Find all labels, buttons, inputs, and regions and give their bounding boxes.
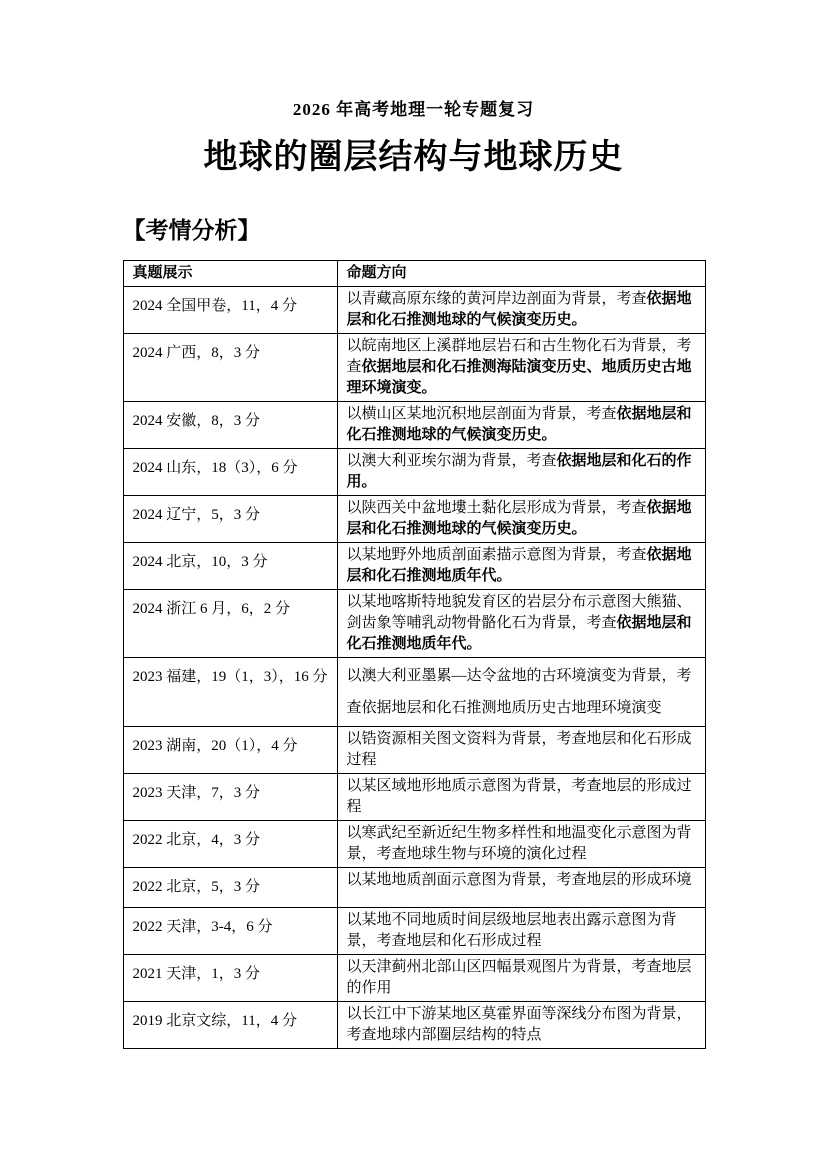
direction-text: 以某区域地形地质示意图为背景，考查地层的形成过程 bbox=[346, 778, 692, 815]
table-row bbox=[123, 1002, 705, 1049]
exam-cell: 2024 山东，18（3），6 分 bbox=[123, 449, 337, 496]
direction-text: 以某地喀斯特地貌发育区的岩层分布示意图大熊猫、剑齿象等哺乳动物骨骼化石为背景，考查 bbox=[346, 594, 692, 631]
table-row bbox=[123, 955, 705, 1002]
direction-text: 以某地地质剖面示意图为背景，考查地层的形成环境 bbox=[346, 872, 692, 888]
direction-cell bbox=[337, 821, 705, 868]
direction-text: 以澳大利亚墨累—达令盆地的古环境演变为背景，考查依据地层和化石推测地质历史古地理环境演变 bbox=[346, 668, 692, 716]
exam-cell: 2024 安徽，8，3 分 bbox=[123, 402, 337, 449]
direction-cell bbox=[337, 496, 705, 543]
direction-bold-text: 依据地层和化石推测地质年代。 bbox=[346, 615, 692, 652]
exam-cell: 2024 广西，8，3 分 bbox=[123, 334, 337, 402]
section-header: 【考情分析】 bbox=[122, 218, 261, 243]
direction-bold-text: 依据地层和化石推测地球的气候演变历史。 bbox=[346, 500, 692, 537]
table-row bbox=[123, 908, 705, 955]
direction-bold-text: 依据地层和化石推测地球的气候演变历史。 bbox=[346, 406, 692, 443]
table-row bbox=[123, 449, 705, 496]
exam-cell: 2019 北京文综，11，4 分 bbox=[123, 1002, 337, 1049]
direction-text: 以皖南地区上溪群地层岩石和古生物化石为背景，考查 bbox=[346, 338, 692, 375]
direction-text: 以某地野外地质剖面素描示意图为背景，考查 bbox=[346, 547, 647, 563]
direction-text: 以天津蓟州北部山区四幅景观图片为背景，考查地层的作用 bbox=[346, 959, 692, 996]
direction-cell bbox=[337, 774, 705, 821]
table-row bbox=[123, 543, 705, 590]
document-content bbox=[123, 0, 705, 1049]
direction-text: 以澳大利亚埃尔湖为背景，考查 bbox=[346, 453, 557, 469]
direction-cell bbox=[337, 908, 705, 955]
direction-cell bbox=[337, 1002, 705, 1049]
direction-text: 以横山区某地沉积地层剖面为背景，考查 bbox=[346, 406, 617, 422]
direction-text: 以锆资源相关图文资料为背景，考查地层和化石形成过程 bbox=[346, 731, 692, 768]
table-row bbox=[123, 727, 705, 774]
exam-cell: 2023 天津，7，3 分 bbox=[123, 774, 337, 821]
table-row bbox=[123, 287, 705, 334]
exam-cell: 2022 天津，3-4，6 分 bbox=[123, 908, 337, 955]
direction-text: 以某地不同地质时间层级地层地表出露示意图为背景，考查地层和化石形成过程 bbox=[346, 912, 677, 949]
direction-bold-text: 依据地层和化石的作用。 bbox=[346, 453, 692, 490]
direction-bold-text: 依据地层和化石推测地球的气候演变历史。 bbox=[346, 291, 692, 328]
document-title: 地球的圈层结构与地球历史 bbox=[203, 139, 624, 176]
direction-cell bbox=[337, 287, 705, 334]
direction-cell bbox=[337, 449, 705, 496]
direction-text: 以寒武纪至新近纪生物多样性和地温变化示意图为背景，考查地球生物与环境的演化过程 bbox=[346, 825, 692, 862]
direction-cell bbox=[337, 590, 705, 658]
direction-cell bbox=[337, 658, 705, 727]
direction-cell bbox=[337, 868, 705, 908]
table-row bbox=[123, 402, 705, 449]
exam-cell: 2021 天津，1，3 分 bbox=[123, 955, 337, 1002]
exam-cell: 2023 福建，19（1，3），16 分 bbox=[123, 658, 337, 727]
exam-cell: 2023 湖南，20（1），4 分 bbox=[123, 727, 337, 774]
direction-bold-text: 依据地层和化石推测海陆演变历史、地质历史古地理环境演变。 bbox=[346, 359, 692, 396]
exam-cell: 2022 北京，4，3 分 bbox=[123, 821, 337, 868]
table-row bbox=[123, 658, 705, 727]
exam-cell: 2024 北京，10，3 分 bbox=[123, 543, 337, 590]
direction-text: 以陕西关中盆地塿土黏化层形成为背景，考查 bbox=[346, 500, 647, 516]
exam-cell: 2024 全国甲卷，11，4 分 bbox=[123, 287, 337, 334]
column-header-direction: 命题方向 bbox=[337, 261, 705, 287]
column-header-exam: 真题展示 bbox=[123, 261, 337, 287]
table-row bbox=[123, 868, 705, 908]
direction-text: 以青藏高原东缘的黄河岸边剖面为背景，考查 bbox=[346, 291, 647, 307]
exam-cell: 2024 辽宁，5，3 分 bbox=[123, 496, 337, 543]
exam-analysis-table bbox=[123, 260, 706, 1049]
direction-cell bbox=[337, 402, 705, 449]
exam-cell: 2022 北京，5，3 分 bbox=[123, 868, 337, 908]
direction-cell bbox=[337, 543, 705, 590]
direction-text: 以长江中下游某地区莫霍界面等深线分布图为背景，考查地球内部圈层结构的特点 bbox=[346, 1006, 692, 1043]
table-row bbox=[123, 590, 705, 658]
direction-cell bbox=[337, 955, 705, 1002]
direction-cell bbox=[337, 727, 705, 774]
exam-cell: 2024 浙江 6 月，6，2 分 bbox=[123, 590, 337, 658]
document-subtitle: 2026 年高考地理一轮专题复习 bbox=[292, 100, 535, 119]
table-row bbox=[123, 496, 705, 543]
table-header-row bbox=[123, 261, 705, 287]
direction-cell bbox=[337, 334, 705, 402]
table-row bbox=[123, 774, 705, 821]
table-row bbox=[123, 334, 705, 402]
table-row bbox=[123, 821, 705, 868]
direction-bold-text: 依据地层和化石推测地质年代。 bbox=[346, 547, 692, 584]
